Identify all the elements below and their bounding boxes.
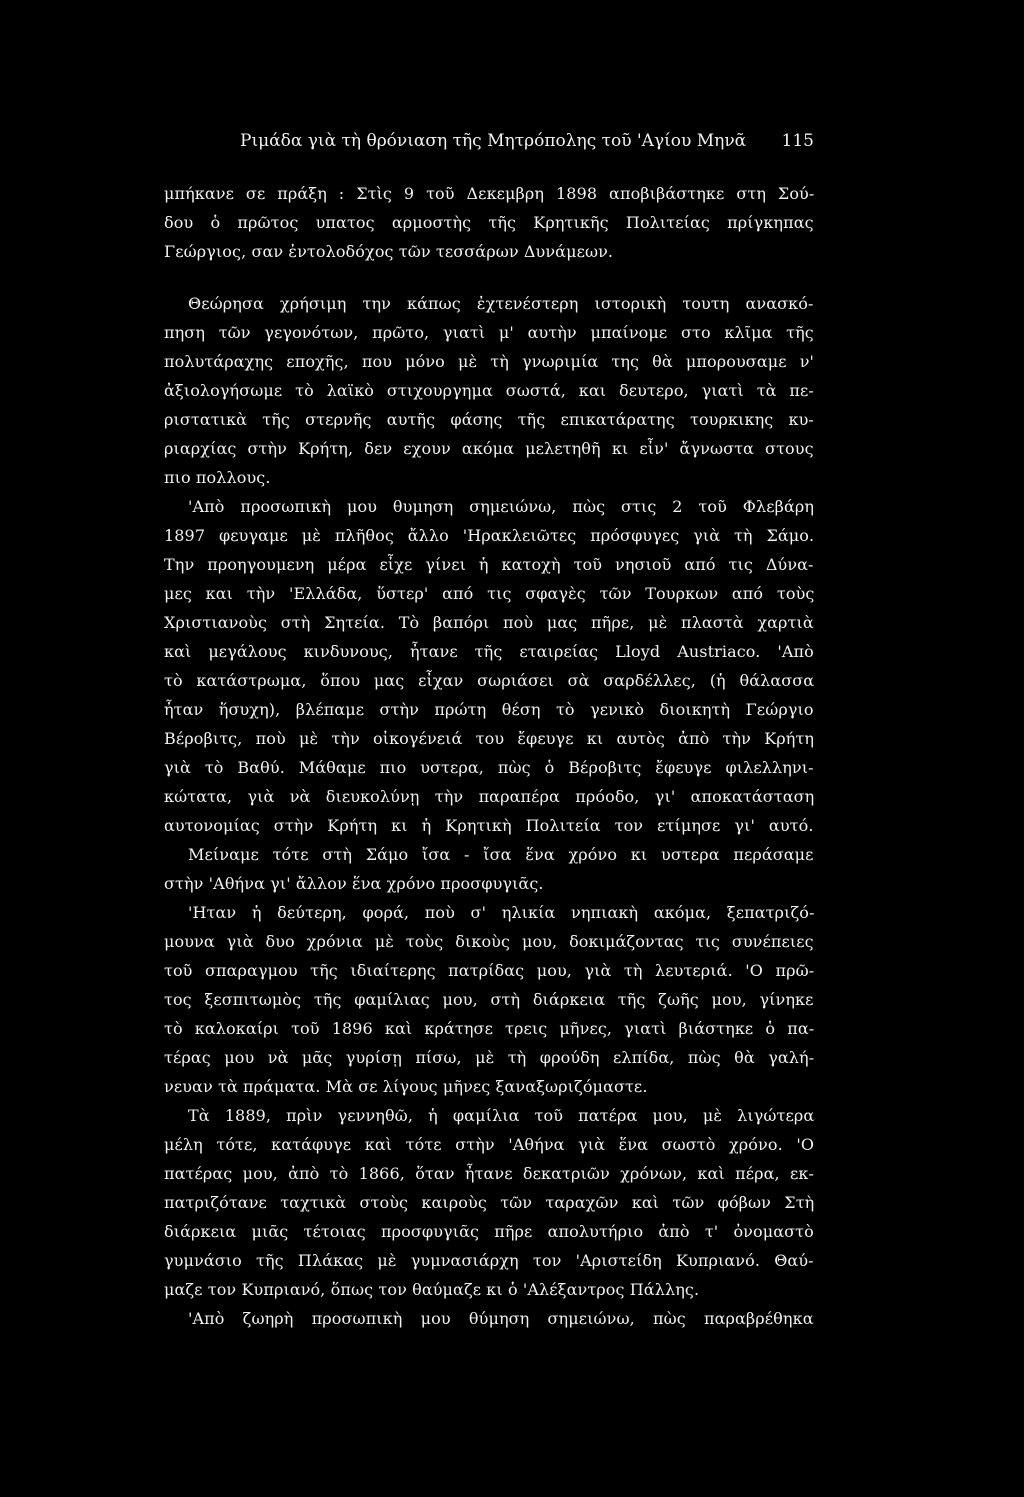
text-line: μαζε τον Κυπριανό, ὅπως τον θαύμαζε κι ὁ 'Αλέξαντρος Πάλλης. xyxy=(164,1280,700,1299)
text-line: τὸ κατάστρωμα, ὅπου μας εἶχαν σωριάσει σὰ σαρδέλλες, (ἡ θάλασσα xyxy=(164,671,815,690)
running-header-title: Ριμάδα γιὰ τὴ θρόνιαση τῆς Μητρόπολης τοῦ 'Αγίου Μηνᾶ xyxy=(240,131,747,151)
text-line: μουνα γιὰ δυο χρόνια μὲ τοὺς δικοὺς μου, δοκιμάζοντας τις συνέπειες xyxy=(164,932,814,951)
text-line: 1897 φευγαμε μὲ πλῆθος ἄλλο 'Ηρακλειῶτες πρόσφυγες γιὰ τὴ Σάμο. xyxy=(164,526,815,545)
text-line: Μείναμε τότε στὴ Σάμο ἴσα - ἴσα ἕνα χρόνο κι υστερα περάσαμε xyxy=(188,845,814,864)
text-line: 'Απὸ προσωπικὴ μου θυμηση σημειώνω, πὼς στις 2 τοῦ Φλεβάρη xyxy=(188,497,815,516)
text-line: πατέρας μου, ἀπὸ τὸ 1866, ὅταν ἦτανε δεκατριῶν χρόνων, καὶ πέρα, εκ- xyxy=(164,1164,814,1183)
text-line: γυμνάσιο τῆς Πλάκας μὲ γυμνασιάρχη τον 'Αριστείδη Κυπριανό. Θαύ- xyxy=(164,1251,814,1270)
text-line: νευαν τὰ πράματα. Μὰ σε λίγους μῆνες ξαναξωριζόμαστε. xyxy=(164,1077,648,1096)
text-line: τέρας μου νὰ μᾶς γυρίσῃ πίσω, μὲ τὴ φρούδη ελπίδα, πὼς θὰ γαλή- xyxy=(164,1048,815,1067)
text-line: αυτονομίας στὴν Κρήτη κι ἡ Κρητικὴ Πολιτεία τον ετίμησε γι' αυτό. xyxy=(164,816,814,835)
text-line: μες και τὴν 'Ελλάδα, ὕστερ' από τις σφαγὲς τῶν Τουρκων από τοὺς xyxy=(164,584,815,603)
text-line: στὴν 'Αθήνα γι' ἄλλον ἕνα χρόνο προσφυγιᾶς. xyxy=(164,874,544,893)
text-line: 'Ηταν ἡ δεύτερη, φορά, ποὺ σ' ηλικία νηπιακὴ ακόμα, ξεπατριζό- xyxy=(188,903,815,922)
text-line: ἀξιολογήσωμε τὸ λαϊκὸ στιχουργημα σωστά, και δευτερο, γιατὶ τὰ πε- xyxy=(164,381,814,400)
text-line: ἦταν ἥσυχη), βλέπαμε στὴν πρώτη θέση τὸ γενικὸ διοικητὴ Γεώργιο xyxy=(164,700,814,719)
text-line: Γεώργιος, σαν ἐντολοδόχος τῶν τεσσάρων Δυνάμεων. xyxy=(164,242,614,261)
text-line: Χριστιανοὺς στὴ Σητεία. Τὸ βαπόρι ποὺ μας πῆρε, μὲ πλαστὰ χαρτιὰ xyxy=(164,613,814,632)
text-line: Τὰ 1889, πρὶν γεννηθῶ, ἡ φαμίλια τοῦ πατέρα μου, μὲ λιγώτερα xyxy=(188,1106,815,1125)
text-line: πηση τῶν γεγονότων, πρῶτο, γιατὶ μ' αυτὴν μπαίνομε στο κλῖμα τῆς xyxy=(164,323,814,342)
text-line: τοῦ σπαραγμου τῆς ιδιαίτερης πατρίδας μου, γιὰ τὴ λευτεριά. 'Ο πρῶ- xyxy=(164,961,815,980)
text-line: Θεώρησα χρήσιμη την κάπως ἐχτενέστερη ιστορικὴ τουτη ανασκό- xyxy=(188,294,814,313)
running-header xyxy=(240,128,814,154)
text-line: πατριζότανε ταχτικὰ στοὺς καιροὺς τῶν ταραχῶν καὶ τῶν φόβων Στὴ xyxy=(164,1193,815,1212)
text-line: τὸ καλοκαίρι τοῦ 1896 καὶ κράτησε τρεις μῆνες, γιατὶ βιάστηκε ὁ πα- xyxy=(164,1019,815,1038)
text-line: Βέροβιτς, ποὺ μὲ τὴν οἰκογένειά του ἔφευγε κι αυτὸς ἀπὸ τὴν Κρήτη xyxy=(164,729,815,748)
text-line: μπήκανε σε πράξη : Στὶς 9 τοῦ Δεκεμβρη 1898 αποβιβάστηκε στη Σού- xyxy=(164,184,815,203)
text-line: διάρκεια μιᾶς τέτοιας προσφυγιᾶς πῆρε απολυτήριο ἀπὸ τ' ὀνομαστὸ xyxy=(164,1222,814,1241)
text-line: καὶ μεγάλους κινδυνους, ἦτανε τῆς εταιρείας Lloyd Austriaco. 'Απὸ xyxy=(164,642,814,661)
text-line: γιὰ τὸ Βαθύ. Μάθαμε πιο υστερα, πὼς ὁ Βέροβιτς ἔφευγε φιλελληνι- xyxy=(164,758,814,777)
text-line: ριαρχίας στὴν Κρήτη, δεν εχουν ακόμα μελετηθῆ κι εἶν' ἄγνωστα στους xyxy=(164,439,814,458)
text-line: μέλη τότε, κατάφυγε καὶ τότε στὴν 'Αθήνα γιὰ ἕνα σωστὸ χρόνο. 'Ο xyxy=(164,1135,815,1154)
text-line: πολυτάραχης εποχῆς, που μόνο μὲ τὴ γνωριμία της θὰ μπορουσαμε ν' xyxy=(164,352,815,371)
text-line: πιο πολλους. xyxy=(164,468,271,487)
text-line: 'Απὸ ζωηρὴ προσωπικὴ μου θύμηση σημειώνω, πὼς παραβρέθηκα xyxy=(188,1309,814,1328)
text-line: ριστατικὰ τῆς στερνῆς αυτῆς φάσης τῆς επικατάρατης τουρκικης κυ- xyxy=(164,410,814,429)
text-line: τος ξεσπιτωμὸς τῆς φαμίλιας μου, στὴ διάρκεια τῆς ζωῆς μου, γίνηκε xyxy=(164,990,814,1009)
page-number: 115 xyxy=(781,131,814,151)
text-line: κώτατα, γιὰ νὰ διευκολύνῃ τὴν παραπέρα πρόοδο, γι' αποκατάσταση xyxy=(164,787,815,806)
text-line: Την προηγουμενη μέρα εἶχε γίνει ἡ κατοχὴ τοῦ νησιοῦ από τις Δύνα- xyxy=(164,555,814,574)
text-line: δου ὁ πρῶτος υπατος αρμοστὴς τῆς Κρητικῆς Πολιτείας πρίγκηπας xyxy=(164,213,814,232)
